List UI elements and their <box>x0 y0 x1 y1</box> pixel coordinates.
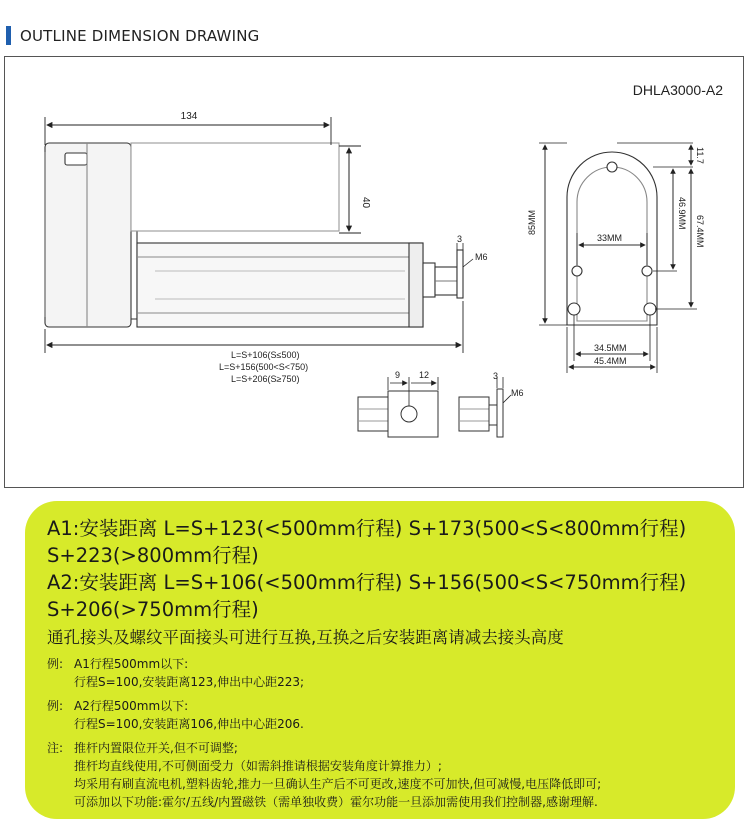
m6b-label: M6 <box>511 388 524 398</box>
dim-33-label: 33MM <box>597 233 623 243</box>
technical-drawing-svg <box>5 57 745 489</box>
example-2-label: 例: <box>47 699 64 713</box>
dim-12-label: 12 <box>419 370 430 380</box>
example-2-title: A2行程500mm以下: <box>74 699 189 713</box>
a1-line-2: S+223(>800mm行程) <box>47 544 259 567</box>
dim-40-label: 40 <box>360 197 371 209</box>
a2-line-2: S+206(>750mm行程) <box>47 598 259 621</box>
section-title: OUTLINE DIMENSION DRAWING <box>20 27 260 45</box>
example-1-title: A1行程500mm以下: <box>74 657 189 671</box>
notes-panel <box>25 501 735 819</box>
dim-134-label: 134 <box>180 111 198 122</box>
length-formula-3: L=S+206(S≥750) <box>231 374 300 384</box>
swap-note: 通孔接头及螺纹平面接头可进行互换,互换之后安装距离请减去接头高度 <box>47 628 564 647</box>
threaded-joint-detail <box>459 389 503 437</box>
a2-line-1: A2:安装距离 L=S+106(<500mm行程) S+156(500<S<750mm行程) <box>47 571 687 594</box>
dim-67-4-label: 67.4MM <box>695 215 705 248</box>
model-label: DHLA3000-A2 <box>632 82 723 98</box>
note-1-row <box>47 739 735 757</box>
through-hole-joint-detail <box>358 391 438 437</box>
example-2 <box>47 697 735 715</box>
example-2-detail: 行程S=100,安装距离106,伸出中心距206. <box>74 717 304 731</box>
dim-34-5-label: 34.5MM <box>594 343 627 353</box>
length-formula-2: L=S+156(500<S<750) <box>219 362 309 372</box>
dim-40 <box>339 146 361 233</box>
actuator-side-view <box>45 143 463 327</box>
example-1-detail: 行程S=100,安装距离123,伸出中心距223; <box>74 675 305 689</box>
note-3: 均采用有刷直流电机,塑料齿轮,推力一旦确认生产后不可更改,速度不可加快,但可减慢,电压降低即可; <box>74 777 602 791</box>
example-1-label: 例: <box>47 657 64 671</box>
note-2: 推杆均直线使用,不可侧面受力（如需斜推请根据安装角度计算推力）; <box>74 759 442 773</box>
header-accent-bar <box>6 26 11 45</box>
length-formula-1: L=S+106(S≤500) <box>231 350 300 360</box>
dim-85-label: 85MM <box>527 209 537 235</box>
dim-45-4-label: 45.4MM <box>594 356 627 366</box>
note-4: 可添加以下功能:霍尔/五线/内置磁铁（需单独收费）霍尔功能一旦添加需使用我们控制器,感谢理解. <box>74 795 598 809</box>
dim-46-9-label: 46.9MM <box>677 197 687 230</box>
example-1 <box>47 655 735 673</box>
dim-11-7-label: 11.7 <box>695 147 705 164</box>
dim-3b-label: 3 <box>493 371 499 381</box>
dim-9-label: 9 <box>395 370 401 380</box>
note-1: 推杆内置限位开关,但不可调整; <box>74 741 238 755</box>
m6-label: M6 <box>475 252 488 262</box>
a1-line-1: A1:安装距离 L=S+123(<500mm行程) S+173(500<S<800mm行程) <box>47 517 687 540</box>
outline-drawing <box>4 56 744 488</box>
dim-3-label: 3 <box>457 234 463 244</box>
note-label: 注: <box>47 741 64 755</box>
